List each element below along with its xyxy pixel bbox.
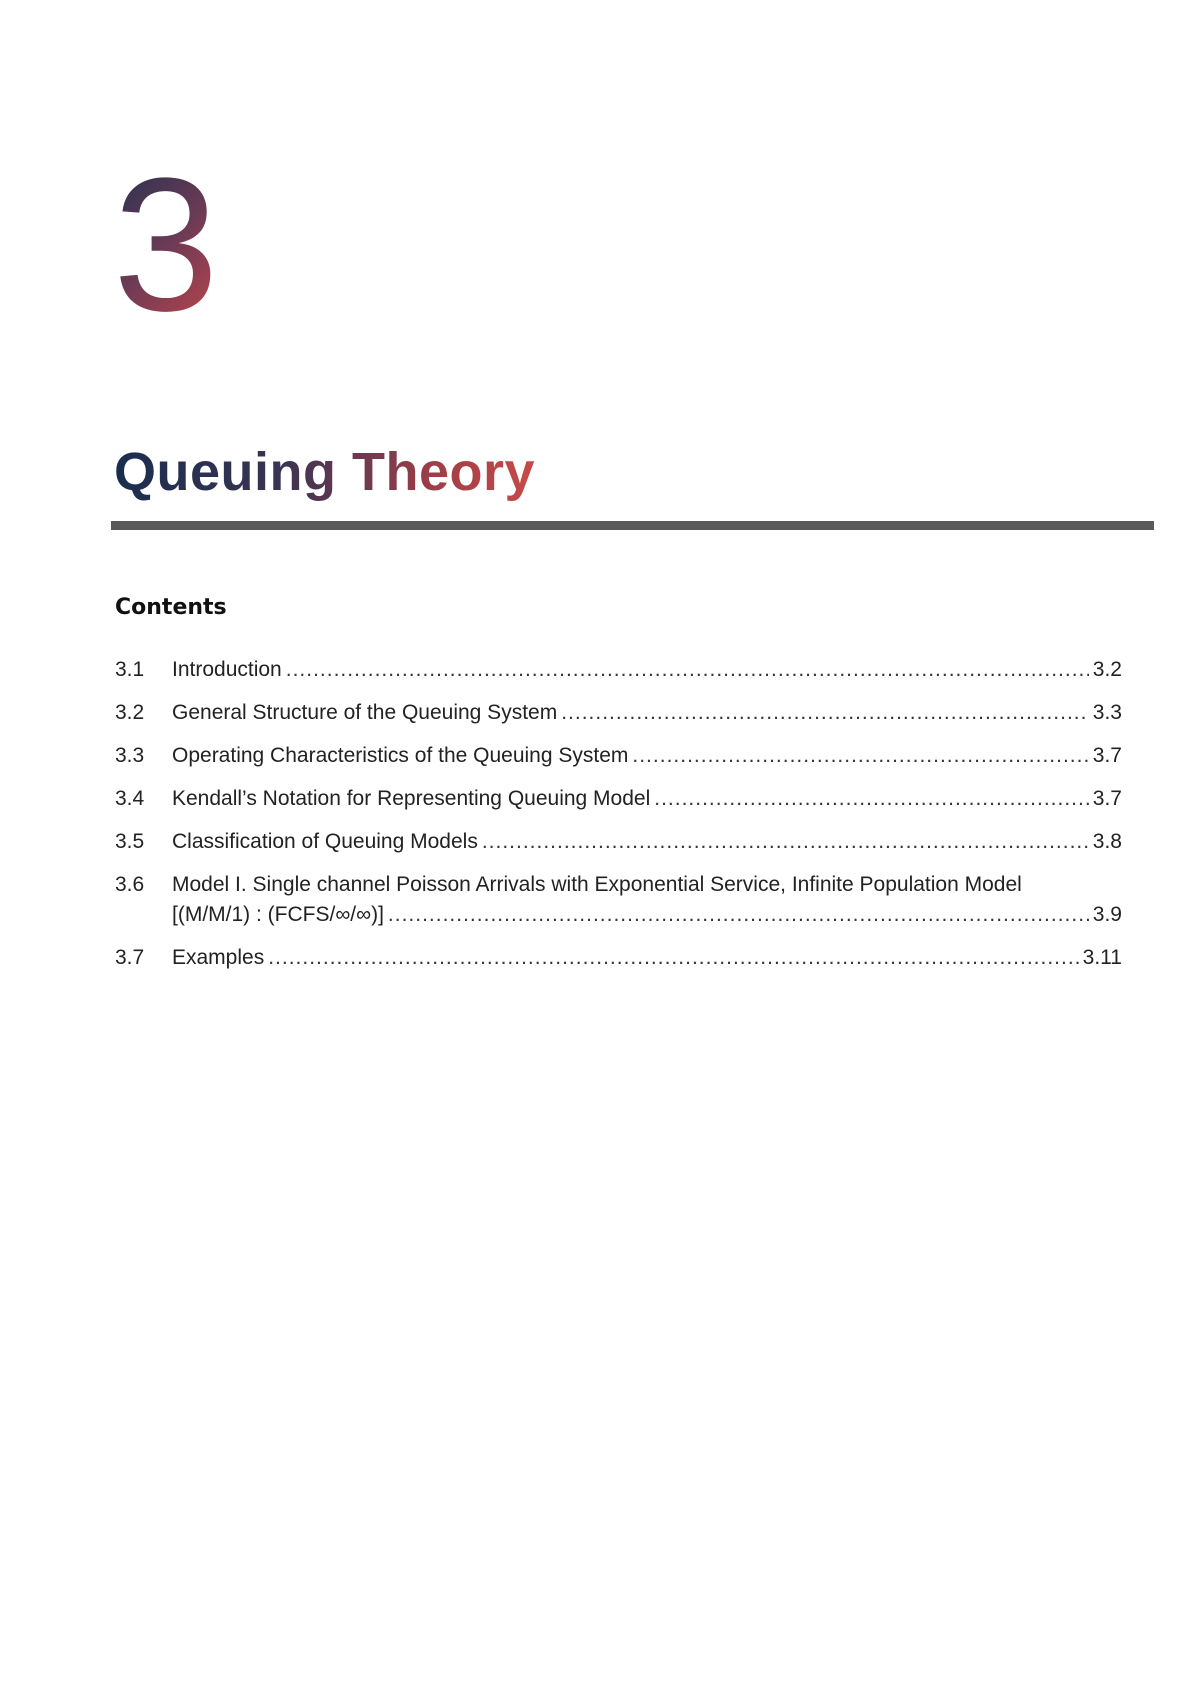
toc-entry[interactable] (115, 870, 1122, 930)
title-divider (111, 521, 1154, 530)
toc-entry-page: 3.2 (1092, 658, 1122, 681)
toc-entry-number: 3.7 (115, 946, 145, 969)
toc-entry[interactable] (115, 698, 1122, 728)
dot-leader (654, 784, 1089, 814)
toc-entry-number: 3.4 (115, 787, 145, 810)
toc-entry[interactable] (115, 827, 1122, 857)
toc-entry-title: Introduction (172, 658, 282, 681)
toc-entry-title: Examples (172, 946, 265, 969)
toc-entry-page: 3.3 (1092, 701, 1122, 724)
toc-entry-page: 3.7 (1092, 787, 1122, 810)
toc-entry-title: Operating Characteristics of the Queuing System (172, 744, 629, 767)
dot-leader (268, 943, 1078, 973)
toc-entry-title-line2: [(M/M/1) : (FCFS/∞/∞)] (172, 903, 384, 926)
chapter-title: Queuing Theory (114, 442, 536, 502)
toc-entry-number: 3.3 (115, 744, 145, 767)
toc-entry[interactable] (115, 655, 1122, 685)
toc-entry-title: Classification of Queuing Models (172, 830, 478, 853)
toc-entry-number: 3.5 (115, 830, 145, 853)
toc-entry[interactable] (115, 943, 1122, 973)
toc-entry[interactable] (115, 741, 1122, 771)
toc-entry-title-line1: Model I. Single channel Poisson Arrivals with Exponential Service, Infinite Population Model (172, 873, 1022, 896)
dot-leader (388, 900, 1089, 930)
toc-entry-number: 3.1 (115, 658, 145, 681)
toc-entry-title: General Structure of the Queuing System (172, 701, 558, 724)
dot-leader (632, 741, 1088, 771)
toc-entry-number: 3.2 (115, 701, 145, 724)
toc-entry-page: 3.7 (1092, 744, 1122, 767)
contents-heading: Contents (115, 595, 227, 620)
toc-entry[interactable] (115, 784, 1122, 814)
toc-entry-page: 3.8 (1092, 830, 1122, 853)
dot-leader (286, 655, 1089, 685)
toc-entry-title: Kendall’s Notation for Representing Queuing Model (172, 787, 651, 810)
toc-entry-page: 3.9 (1092, 903, 1122, 926)
table-of-contents (115, 655, 1122, 986)
chapter-number: 3 (113, 139, 219, 351)
toc-entry-page: 3.11 (1082, 946, 1122, 969)
dot-leader (482, 827, 1089, 857)
dot-leader (561, 698, 1089, 728)
toc-entry-number: 3.6 (115, 873, 145, 896)
